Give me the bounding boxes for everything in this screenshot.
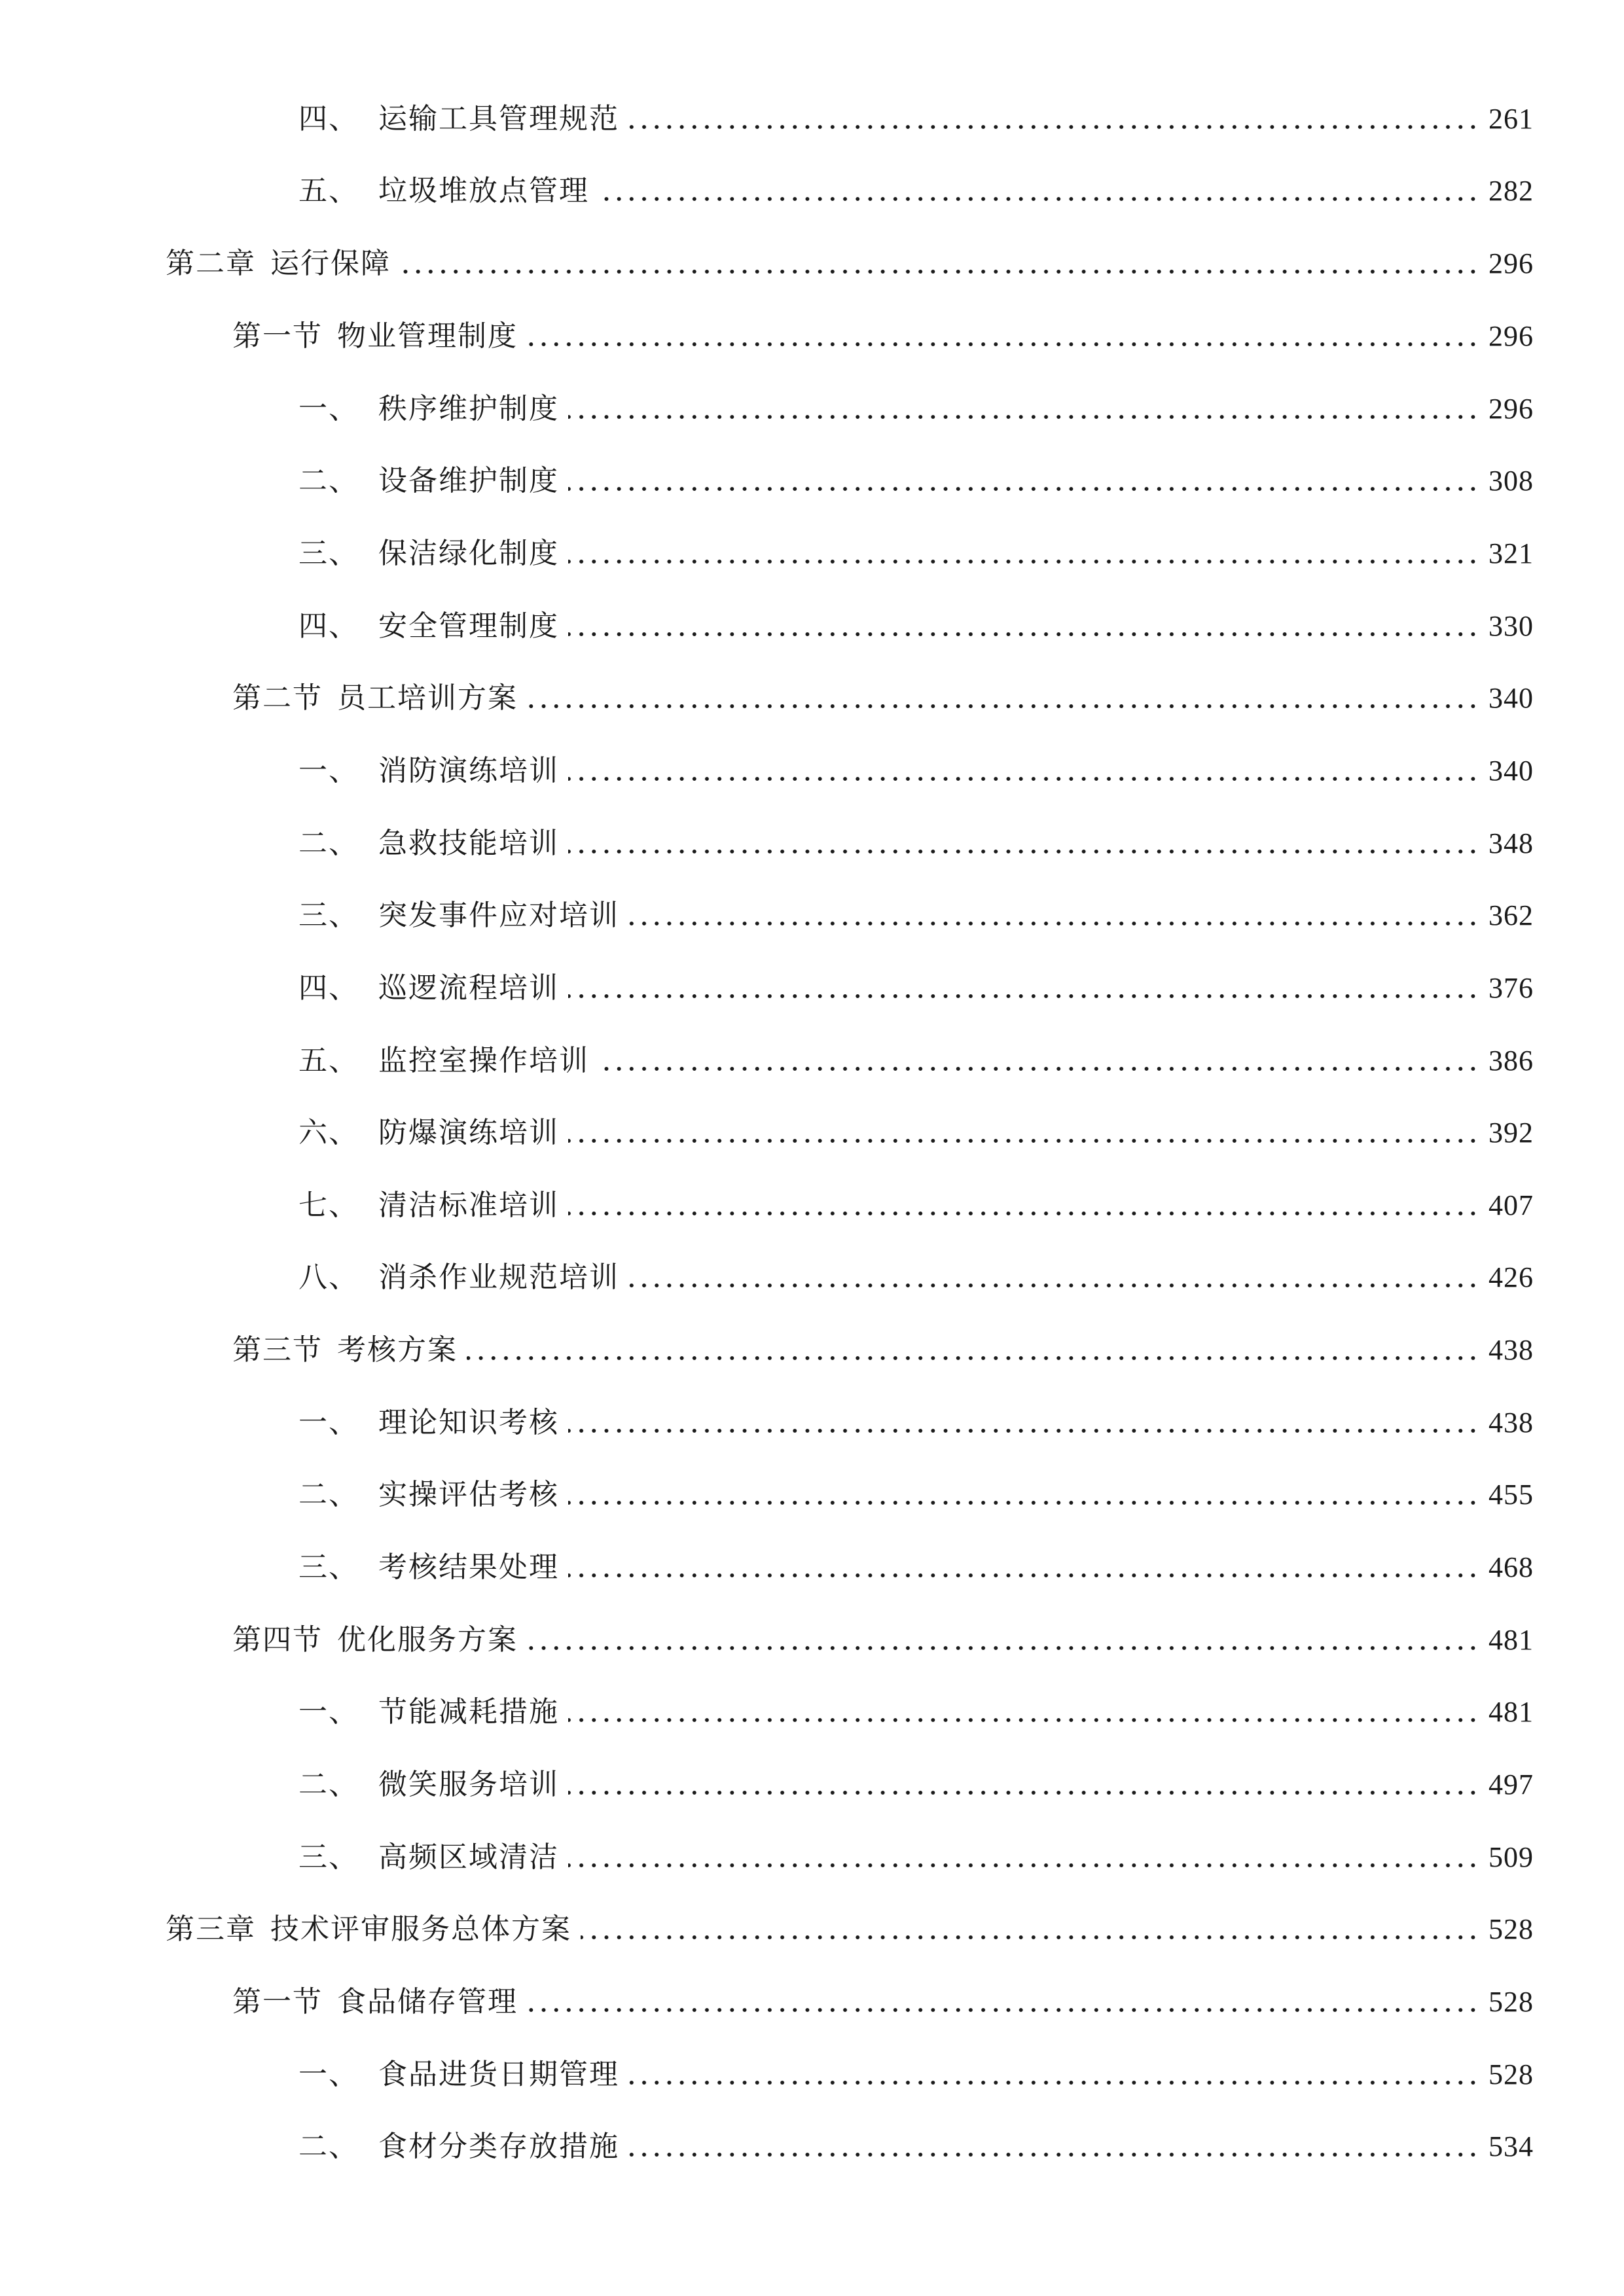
toc-entry-page-number: 481 [1489, 1696, 1534, 1728]
toc-entry-title: 突发事件应对培训 [378, 899, 619, 932]
toc-entry[interactable] [298, 962, 1534, 1014]
toc-entry-title: 清洁标准培训 [378, 1189, 559, 1222]
toc-entry[interactable] [298, 600, 1534, 653]
toc-entry[interactable] [298, 889, 1534, 942]
toc-entry-title: 防爆演练培训 [378, 1116, 559, 1149]
dot-leader [527, 341, 1479, 348]
toc-entry-page-number: 509 [1489, 1841, 1534, 1873]
dot-leader [568, 1138, 1479, 1144]
dot-leader [628, 124, 1479, 130]
toc-entry-number: 五、 [298, 1044, 359, 1077]
toc-entry-number: 第一节 [232, 319, 323, 353]
toc-entry[interactable] [298, 817, 1534, 870]
toc-entry[interactable] [298, 383, 1534, 435]
toc-entry-number: 三、 [298, 1840, 359, 1874]
toc-entry-page-number: 497 [1489, 1768, 1534, 1801]
toc-entry-page-number: 348 [1489, 827, 1534, 859]
dot-leader [527, 1645, 1479, 1651]
toc-entry[interactable] [298, 1759, 1534, 1811]
toc-entry-number: 第二章 [166, 247, 256, 280]
toc-entry-number: 第一节 [232, 1985, 323, 2018]
toc-entry[interactable] [298, 745, 1534, 797]
toc-entry-title: 安全管理制度 [378, 609, 559, 643]
toc-entry-page-number: 321 [1489, 537, 1534, 569]
toc-entry[interactable] [298, 1251, 1534, 1304]
toc-entry[interactable] [298, 1686, 1534, 1738]
toc-entry-number: 二、 [298, 827, 359, 860]
toc-entry-page-number: 261 [1489, 103, 1534, 135]
toc-entry[interactable] [298, 93, 1534, 145]
dot-leader [568, 993, 1479, 999]
dot-leader [598, 1066, 1479, 1072]
toc-entry[interactable] [232, 672, 1534, 725]
toc-entry-title: 食品储存管理 [337, 1985, 518, 2018]
toc-entry[interactable] [298, 2049, 1534, 2101]
toc-entry-page-number: 528 [1489, 1913, 1534, 1945]
toc-entry-title: 秩序维护制度 [378, 392, 559, 425]
toc-entry-number: 四、 [298, 102, 359, 135]
dot-leader [568, 1210, 1479, 1217]
dot-leader [568, 1862, 1479, 1869]
toc-entry-page-number: 296 [1489, 247, 1534, 279]
toc-entry-page-number: 308 [1489, 465, 1534, 497]
toc-entry-number: 一、 [298, 392, 359, 425]
toc-entry-title: 运行保障 [270, 247, 391, 280]
toc-entry[interactable] [298, 1179, 1534, 1232]
toc-entry-page-number: 481 [1489, 1624, 1534, 1656]
toc-entry-page-number: 362 [1489, 899, 1534, 931]
toc-entry-title: 考核方案 [337, 1333, 458, 1367]
toc-entry[interactable] [298, 1831, 1534, 1884]
toc-entry-number: 第三章 [166, 1912, 256, 1946]
toc-entry[interactable] [232, 1324, 1534, 1376]
dot-leader [581, 1934, 1479, 1941]
toc-entry-number: 二、 [298, 464, 359, 497]
toc-entry[interactable] [298, 455, 1534, 507]
dot-leader [568, 776, 1479, 782]
dot-leader [568, 1427, 1479, 1434]
toc-entry-title: 监控室操作培训 [378, 1044, 589, 1077]
toc-entry-title: 设备维护制度 [378, 464, 559, 497]
toc-entry[interactable] [298, 528, 1534, 580]
toc-entry-page-number: 330 [1489, 610, 1534, 642]
toc-entry-title: 高频区域清洁 [378, 1840, 559, 1874]
toc-entry-number: 七、 [298, 1189, 359, 1222]
toc-entry-page-number: 376 [1489, 972, 1534, 1004]
toc-entry[interactable] [166, 238, 1534, 290]
dot-leader [568, 1789, 1479, 1796]
dot-leader [568, 1499, 1479, 1506]
toc-entry-page-number: 426 [1489, 1261, 1534, 1293]
toc-entry-number: 八、 [298, 1261, 359, 1294]
toc-entry-number: 二、 [298, 2130, 359, 2163]
dot-leader [628, 1282, 1479, 1289]
toc-entry-number: 第四节 [232, 1623, 323, 1657]
dot-leader [598, 196, 1479, 202]
toc-entry-number: 二、 [298, 1478, 359, 1511]
dot-leader [467, 1355, 1479, 1361]
toc-entry[interactable] [298, 1469, 1534, 1521]
toc-entry-number: 一、 [298, 1406, 359, 1439]
toc-entry[interactable] [298, 1035, 1534, 1087]
toc-entry-title: 食品进货日期管理 [378, 2058, 619, 2091]
dot-leader [568, 414, 1479, 420]
toc-entry-title: 理论知识考核 [378, 1406, 559, 1439]
dot-leader [568, 1572, 1479, 1579]
toc-entry-number: 三、 [298, 899, 359, 932]
toc-entry[interactable] [298, 1397, 1534, 1449]
toc-entry[interactable] [232, 310, 1534, 363]
toc-entry-number: 三、 [298, 1551, 359, 1584]
dot-leader [568, 558, 1479, 565]
toc-entry-page-number: 282 [1489, 175, 1534, 207]
dot-leader [527, 703, 1479, 709]
toc-entry-number: 二、 [298, 1768, 359, 1801]
toc-entry[interactable] [232, 1614, 1534, 1666]
toc-entry-title: 优化服务方案 [337, 1623, 518, 1657]
toc-entry-page-number: 455 [1489, 1479, 1534, 1511]
toc-entry-title: 食材分类存放措施 [378, 2130, 619, 2163]
toc-entry-number: 六、 [298, 1116, 359, 1149]
toc-entry-page-number: 468 [1489, 1551, 1534, 1583]
toc-entry-title: 巡逻流程培训 [378, 971, 559, 1005]
toc-entry-number: 三、 [298, 537, 359, 570]
toc-entry-page-number: 438 [1489, 1334, 1534, 1366]
dot-leader [568, 486, 1479, 492]
toc-entry-page-number: 296 [1489, 393, 1534, 425]
toc-entry-page-number: 407 [1489, 1189, 1534, 1221]
toc-entry[interactable] [298, 1541, 1534, 1594]
toc-entry-page-number: 528 [1489, 2058, 1534, 2090]
toc-entry-page-number: 392 [1489, 1117, 1534, 1149]
toc-entry-page-number: 534 [1489, 2130, 1534, 2162]
toc-entry[interactable] [298, 1107, 1534, 1159]
toc-entry-title: 消防演练培训 [378, 754, 559, 787]
dot-leader [568, 631, 1479, 637]
dot-leader [628, 920, 1479, 927]
toc-entry-page-number: 340 [1489, 755, 1534, 787]
toc-entry-title: 消杀作业规范培训 [378, 1261, 619, 1294]
toc-entry-title: 运输工具管理规范 [378, 102, 619, 135]
toc-entry-number: 第三节 [232, 1333, 323, 1367]
toc-entry-title: 保洁绿化制度 [378, 537, 559, 570]
toc-entry[interactable] [232, 1976, 1534, 2028]
dot-leader [568, 1717, 1479, 1723]
toc-entry-number: 四、 [298, 971, 359, 1005]
toc-entry-title: 垃圾堆放点管理 [378, 174, 589, 207]
dot-leader [568, 848, 1479, 855]
toc-entry-number: 四、 [298, 609, 359, 643]
toc-entry-page-number: 340 [1489, 682, 1534, 714]
toc-entry-page-number: 386 [1489, 1045, 1534, 1077]
toc-entry-number: 第二节 [232, 681, 323, 715]
toc-entry-title: 考核结果处理 [378, 1551, 559, 1584]
dot-leader [527, 2007, 1479, 2013]
toc-entry[interactable] [298, 165, 1534, 217]
toc-entry-number: 一、 [298, 1695, 359, 1729]
toc-entry-number: 五、 [298, 174, 359, 207]
toc-entry[interactable] [298, 2121, 1534, 2173]
toc-entry-number: 一、 [298, 2058, 359, 2091]
dot-leader [628, 2151, 1479, 2158]
toc-entry-title: 实操评估考核 [378, 1478, 559, 1511]
dot-leader [400, 268, 1479, 275]
toc-entry-page-number: 296 [1489, 320, 1534, 352]
dot-leader [628, 2079, 1479, 2086]
toc-entry-title: 微笑服务培训 [378, 1768, 559, 1801]
toc-entry-page-number: 528 [1489, 1986, 1534, 2018]
toc-entry-title: 物业管理制度 [337, 319, 518, 353]
toc-entry-number: 一、 [298, 754, 359, 787]
toc-entry-title: 急救技能培训 [378, 827, 559, 860]
toc-entry-title: 节能减耗措施 [378, 1695, 559, 1729]
toc-entry-title: 技术评审服务总体方案 [270, 1912, 571, 1946]
toc-entry-page-number: 438 [1489, 1407, 1534, 1439]
toc-entry[interactable] [166, 1903, 1534, 1956]
toc-entry-title: 员工培训方案 [337, 681, 518, 715]
